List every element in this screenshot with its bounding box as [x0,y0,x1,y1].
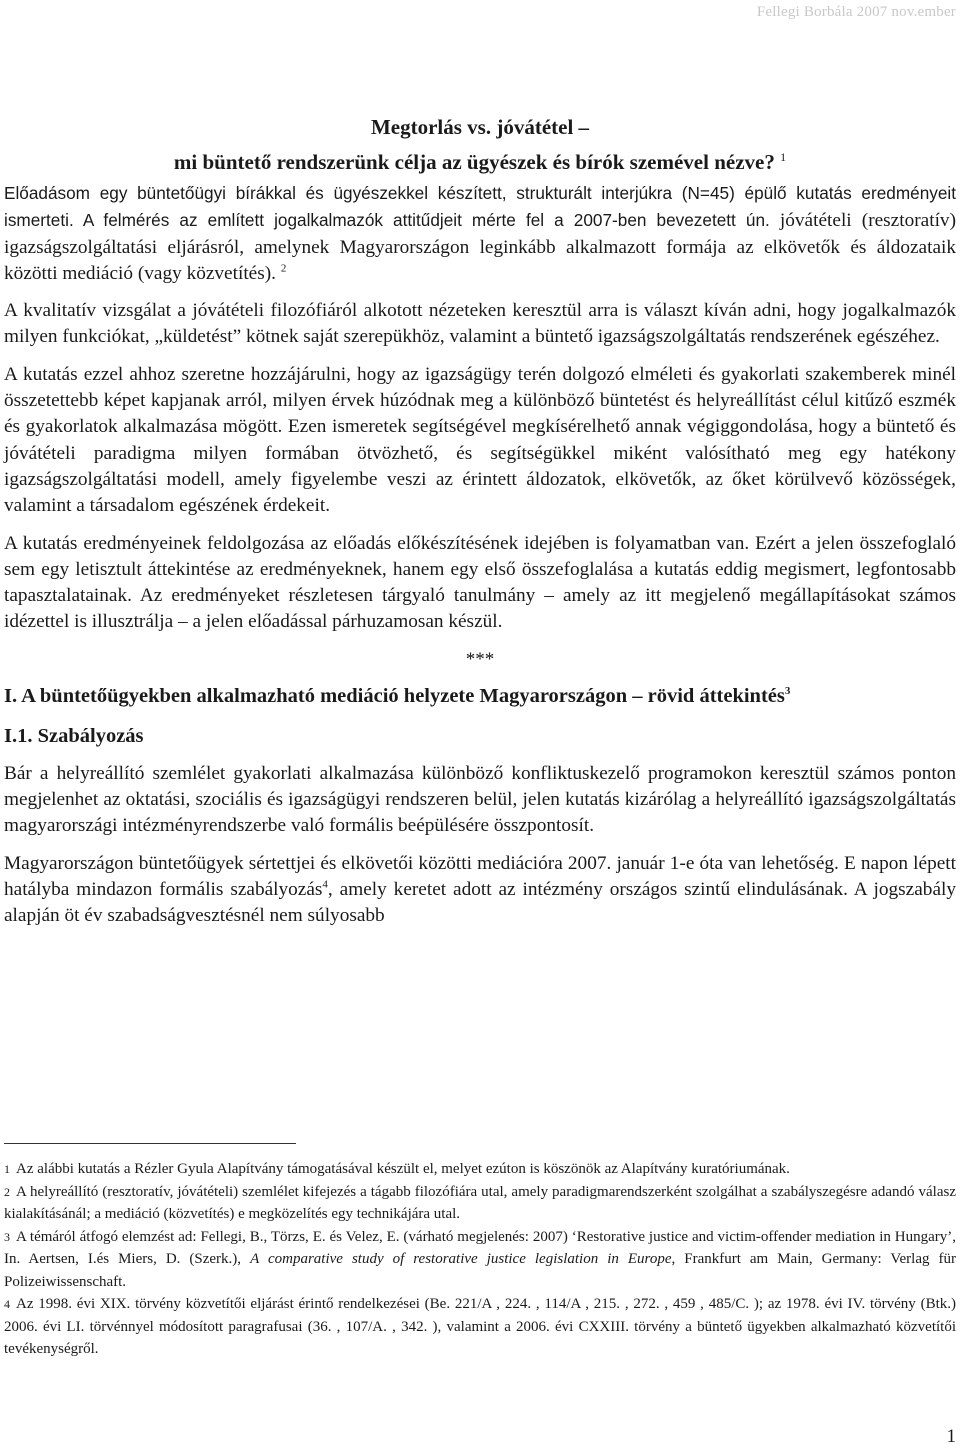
footnote-1 [4,1158,956,1181]
footnote-4 [4,1293,956,1361]
footnote-3-book-title: A comparative study of restorative justice legislation in Europe [250,1251,672,1267]
intro-paragraph-3: A kutatás ezzel ahhoz szeretne hozzájárulni, hogy az igazságügy terén dolgozó elméleti és gyakorlati szakemberek minél összetettebb képet kapjanak arról, milyen érvek húzódnak meg a különböző büntetést és helyreállítást célul kitűző eszmék és gyakorlatok alkalmazása mögött. Ezen ismeretek segítségével megkísérelhető annak végiggondolása, hogy a büntető és jóvátételi paradigma milyen formában ötvözhető, és segítségükkel miként valósítható meg egy hatékony igazságszolgáltatási modell, amely figyelembe veszi az érintett áldozatok, elkövetők, az őket körülvevő közösségek, valamint a társadalom egészének érdekeit. [4,363,956,517]
section-1-paragraph-1: Bár a helyreállító szemlélet gyakorlati alkalmazása különböző konfliktuskezelő programokon keresztül számos ponton megjelenhet az oktatási, szociális és igazságügyi rendszeren belül, jelen kutatás kizárólag a helyreállító igazságszolgáltatás magyarországi intézményrendszerbe való formális beépülésére összpontosít. [4,762,956,837]
footnote-2 [4,1181,956,1226]
page-number: 1 [946,1426,956,1447]
footnote-divider [4,1143,296,1144]
footnote-2-text: A helyreállító (resztoratív, jóvátételi) szemlélet kifejezés a tágabb filozófiára utal, amely paradigmarendszerként szolgálhat a szabályszegésre adandó válasz kialakításánál; a mediáció (közvetítés) e megközelítés egy technikájára utal. [4,1183,956,1222]
footnote-ref-2[interactable]: 2 [280,262,287,275]
footnote-3-text-a: A témáról átfogó elemzést ad: Fellegi, B., Törzs, E. és Velez, E. (várható megjelenés: 2007) ‘Restorative justice and victim-offender mediation in Hungary’, In. Aertsen, I.és Miers, D. (Szerk.), [4,1228,956,1267]
section-1-paragraph-2-part-a: Magyarországon büntetőügyek sértettjei és elkövetői közötti mediációra 2007. január 1-e óta van lehetőség. E napon lépett hatályba mindazon formális szabályozás [4,852,956,900]
footnote-2-number: 2 [4,1184,10,1199]
footnote-4-number: 4 [4,1297,10,1311]
document-title-text: mi büntető rendszerünk célja az ügyészek és bírók szemével nézve? [173,150,775,174]
footnote-1-text: Az alábbi kutatás a Rézler Gyula Alapítvány támogatásával készült el, melyet ezúton is köszönök az Alapítvány kuratóriumának. [16,1161,790,1177]
subsection-heading-1-1: I.1. Szabályozás [4,724,144,747]
footnote-4-text: Az 1998. évi XIX. törvény közvetítői eljárást érintő rendelkezései (Be. 221/A , 224. , 114/A , 215. , 272. , 459 , 485/C. ); az 1978. évi IV. törvény (Btk.) 2006. évi LI. törvénnyel módosított paragrafusai (36. , 107/A. , 342. ), valamint a 2006. évi CXXIII. törvény a büntető ügyekben alkalmazható közvetítői tevékenységről. [4,1296,956,1357]
footnote-ref-3[interactable]: 3 [784,684,791,697]
footnote-ref-4[interactable]: 4 [322,878,328,891]
footnote-ref-1[interactable]: 1 [780,150,787,164]
section-1-paragraph-2 [4,851,956,930]
intro-paragraph-4: A kutatás eredményeinek feldolgozása az előadás előkészítésének idejében is folyamatban van. Ezért a jelen összefoglaló sem egy letisztult áttekintése az eredményeknek, hanem egy első összefoglalása a kutatás eddig megismert, legfontosabb tapasztalatainak. Az eredményeket részletesen tárgyaló tanulmány – amely az itt megjelenő megállapításokat számos idézettel is illusztrálja – a jelen előadással párhuzamosan készül. [4,532,956,633]
footnote-3-number: 3 [4,1229,10,1244]
section-separator: *** [465,648,495,670]
running-header: Fellegi Borbála 2007 nov.ember [756,4,956,20]
intro-paragraph-1-part-b: jóvátételi (resztoratív) igazságszolgáltatási eljárásról, amelynek Magyarországon leginkább alkalmazott formája az elkövetők és áldozataik közötti mediáció (vagy közvetítés). [4,210,956,284]
section-heading-1-text: I. A büntetőügyekben alkalmazható mediáció helyzete Magyarországon – rövid áttekintés [4,684,785,707]
document-title-line-1: Megtorlás vs. jóvátétel – [370,115,590,139]
document-title-line-2 [4,145,956,180]
footnote-3 [4,1226,956,1294]
footnote-3-text-b: , Frankfurt am Main, Germany: Verlag für Polizeiwissenschaft. [4,1251,956,1290]
intro-paragraph-1-part-a: Előadásom egy büntetőügyi bírákkal és ügyészekkel készített, strukturált interjúkra (N=45) épülő kutatás eredményeit ismerteti. A felmérés az említett jogalkalmazók attitűdjeit mérte fel a 2007-ben bevezetett ún. [4,183,956,231]
section-1-paragraph-2-part-b: , amely keretet adott az intézmény országos szintű elindulásának. A jogszabály alapján öt év szabadságvesztésnél nem súlyosabb [4,878,956,927]
section-heading-1 [4,681,956,711]
footnote-1-number: 1 [4,1162,10,1176]
document-body [4,110,956,941]
footnotes [4,1143,956,1361]
intro-paragraph-2: A kvalitatív vizsgálat a jóvátételi filozófiáról alkotott nézeteken keresztül arra is választ kíván adni, hogy jogalkalmazók milyen funkciókat, „küldetést” kötnek saját szerepükhöz, valamint a büntető igazságszolgáltatás rendszerének egészéhez. [4,300,956,348]
intro-paragraph-1 [4,180,956,287]
